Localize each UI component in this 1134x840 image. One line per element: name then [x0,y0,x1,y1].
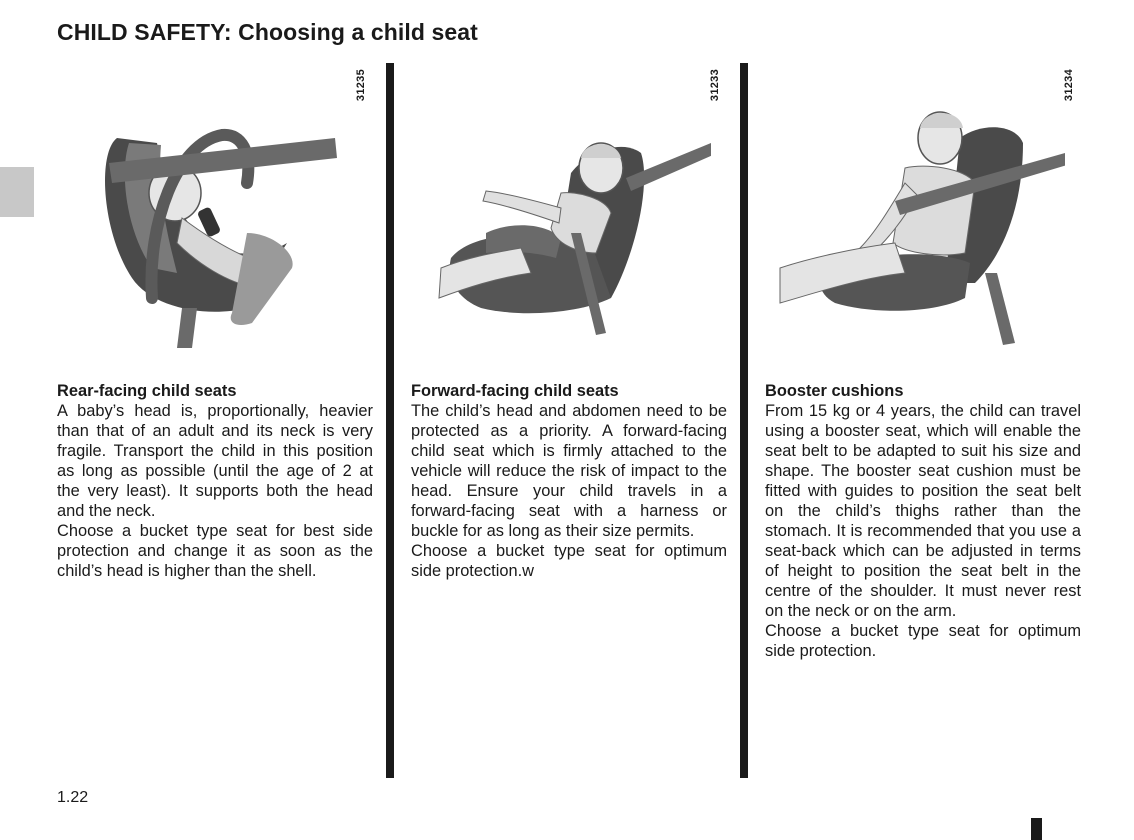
paragraph: Choose a bucket type seat for best side protection and change it as soon as the child’s head is higher than the shell. [57,522,373,580]
paragraph: Choose a bucket type seat for optimum side protection. [765,622,1081,660]
figure-booster [765,63,1081,363]
column-booster [765,63,1081,660]
paragraph: The child’s head and abdomen need to be protected as a priority. A forward-facing child seat which is firmly attached to the vehicle will reduce the risk of impact to the head. Ensure your child travels in a forward-facing seat with a harness or buckle for as long as their size permits. [411,402,727,540]
text-forward-facing [411,381,727,581]
text-booster [765,381,1081,661]
section-heading: Booster cushions [765,382,904,400]
figure-code: 31233 [709,69,721,102]
figure-code: 31234 [1063,69,1075,102]
section-tab-marker [0,167,34,217]
text-rear-facing [57,381,373,581]
figure-rear-facing [57,63,373,363]
figure-code: 31235 [355,69,367,102]
column-divider [386,63,394,778]
page-number: 1.22 [57,789,89,806]
page-edge-marker [1031,818,1042,840]
paragraph: From 15 kg or 4 years, the child can travel using a booster seat, which will enable the seat belt to be adapted to suit his size and shape. The booster seat cushion must be fitted with guides to position the seat belt on the child’s thighs rather than the stomach. It is recommended that you use a seat-back which can be adjusted in terms of height to position the seat belt in the centre of the shoulder. It must never rest on the neck or on the arm. [765,402,1081,620]
column-rear-facing [57,63,373,580]
section-heading: Rear-facing child seats [57,382,237,400]
column-divider [740,63,748,778]
page-title: CHILD SAFETY: Choosing a child seat [57,19,478,45]
rear-facing-infant-seat-illustration [57,83,357,353]
section-heading: Forward-facing child seats [411,382,619,400]
figure-forward-facing [411,63,727,363]
paragraph: A baby’s head is, proportionally, heavier than that of an adult and its neck is very fragile. Transport the child in this position as long as possible (until the age of 2 at the very least). It supports both the head and the neck. [57,402,373,520]
paragraph: Choose a bucket type seat for optimum side protection.w [411,542,727,580]
booster-cushion-illustration [765,83,1065,353]
column-forward-facing [411,63,727,580]
forward-facing-child-seat-illustration [411,83,711,353]
